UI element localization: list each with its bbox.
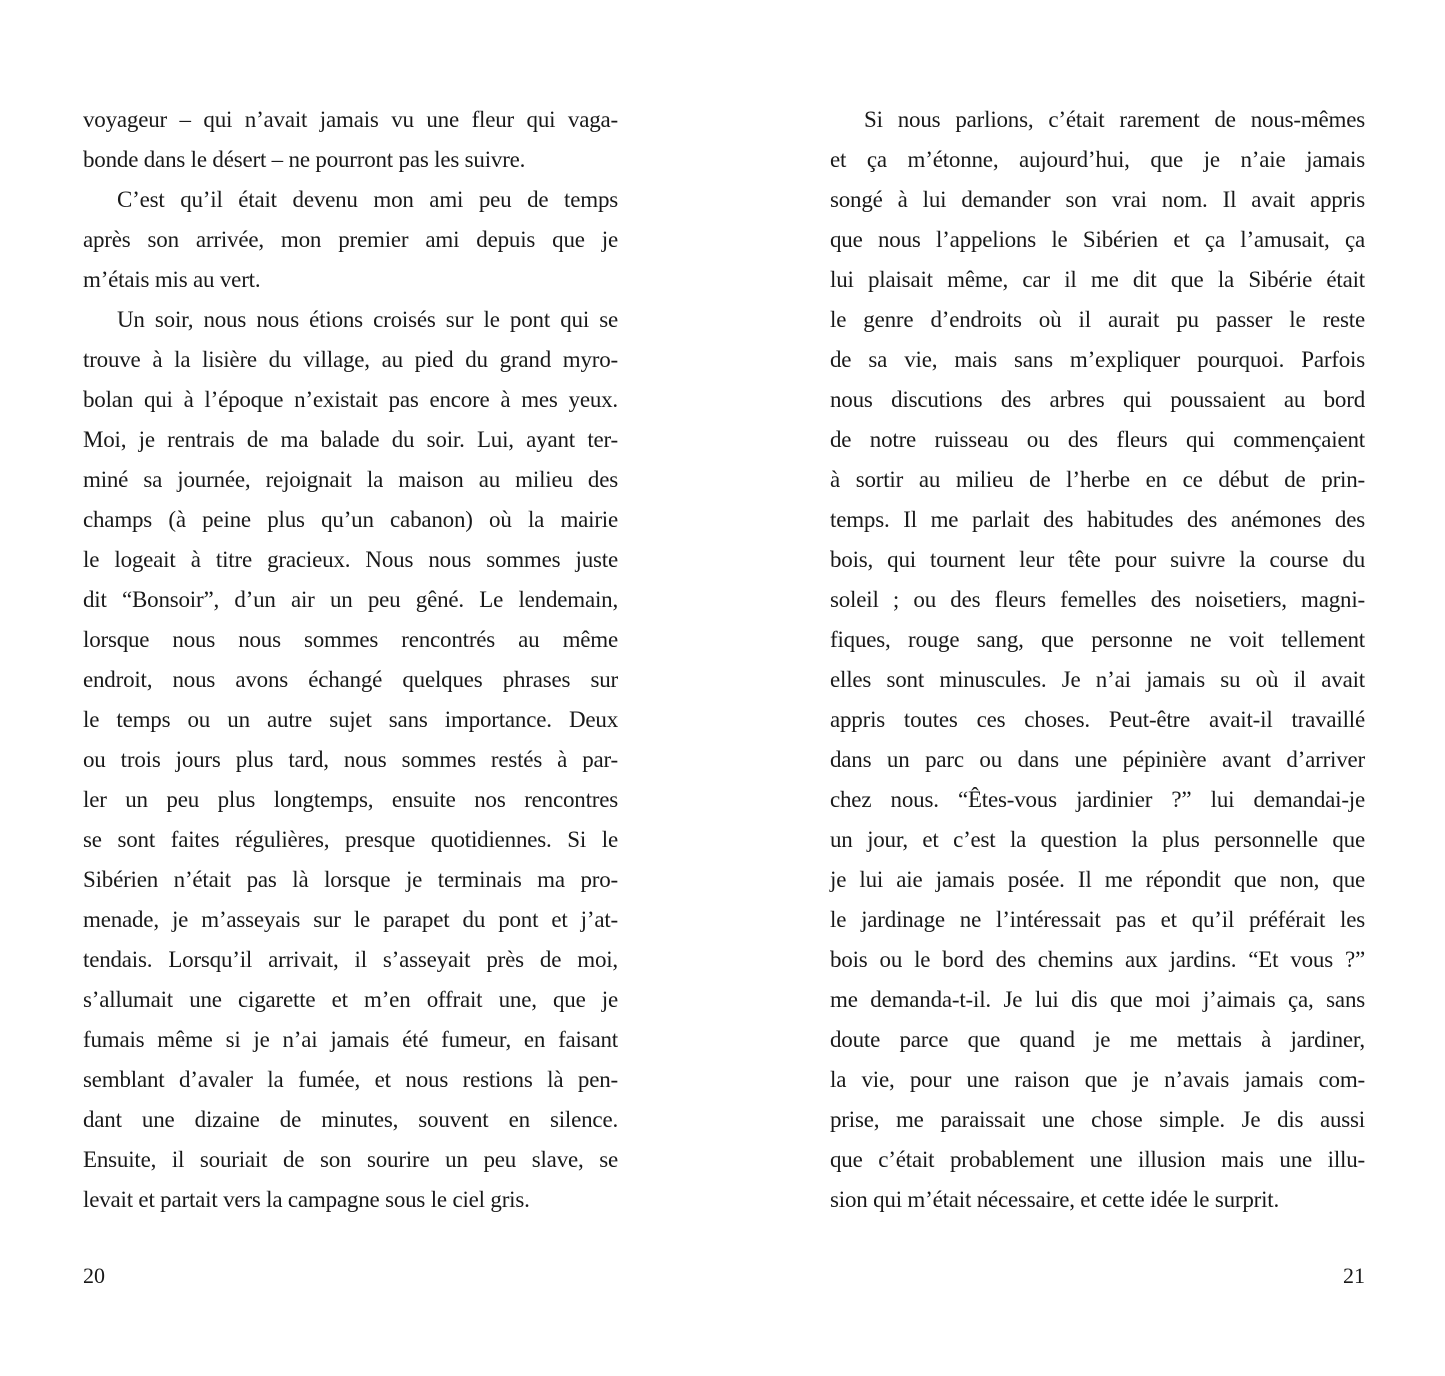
text-line: fiques, rouge sang, que personne ne voit tellement (830, 627, 1365, 652)
text-line: songé à lui demander son vrai nom. Il avait appris (830, 187, 1365, 212)
text-line: tendais. Lorsqu’il arrivait, il s’asseyait près de moi, (83, 947, 618, 972)
text-line: m’étais mis au vert. (83, 267, 261, 292)
text-line: la vie, pour une raison que je n’avais jamais com- (830, 1067, 1365, 1092)
text-line: s’allumait une cigarette et m’en offrait une, que je (83, 987, 618, 1012)
text-line: le temps ou un autre sujet sans importance. Deux (83, 707, 618, 732)
text-line: ler un peu plus longtemps, ensuite nos rencontres (83, 787, 618, 812)
text-line: appris toutes ces choses. Peut-être avait-il travaillé (830, 707, 1365, 732)
text-line: miné sa journée, rejoignait la maison au milieu des (83, 467, 618, 492)
text-line: de sa vie, mais sans m’expliquer pourquoi. Parfois (830, 347, 1365, 372)
text-line: Ensuite, il souriait de son sourire un peu slave, se (83, 1147, 618, 1172)
text-line: bonde dans le désert – ne pourront pas les suivre. (83, 147, 526, 172)
text-line: trouve à la lisière du village, au pied du grand myro- (83, 347, 618, 372)
text-line: le genre d’endroits où il aurait pu passer le reste (830, 307, 1365, 332)
text-line: prise, me paraissait une chose simple. Je dis aussi (830, 1107, 1365, 1132)
text-line: un jour, et c’est la question la plus personnelle que (830, 827, 1365, 852)
text-line: bois, qui tournent leur tête pour suivre la course du (830, 547, 1365, 572)
text-line: lorsque nous nous sommes rencontrés au même (83, 627, 618, 652)
right-page (830, 0, 1365, 1376)
text-line: endroit, nous avons échangé quelques phrases sur (83, 667, 618, 692)
text-line: elles sont minuscules. Je n’ai jamais su où il avait (830, 667, 1365, 692)
text-line: temps. Il me parlait des habitudes des anémones des (830, 507, 1365, 532)
text-line: le jardinage ne l’intéressait pas et qu’il préférait les (830, 907, 1365, 932)
text-line: dit “Bonsoir”, d’un air un peu gêné. Le lendemain, (83, 587, 618, 612)
text-line: sion qui m’était nécessaire, et cette idée le surprit. (830, 1187, 1280, 1212)
text-line: de notre ruisseau ou des fleurs qui commençaient (830, 427, 1365, 452)
text-line: nous discutions des arbres qui poussaient au bord (830, 387, 1365, 412)
text-line: que c’était probablement une illusion mais une illu- (830, 1147, 1365, 1172)
text-line: Sibérien n’était pas là lorsque je terminais ma pro- (83, 867, 618, 892)
page-number-left: 20 (83, 1263, 105, 1288)
text-line: chez nous. “Êtes-vous jardinier ?” lui demandai-je (830, 787, 1365, 812)
text-line: menade, je m’asseyais sur le parapet du pont et j’at- (83, 907, 618, 932)
text-line: champs (à peine plus qu’un cabanon) où la mairie (83, 507, 618, 532)
text-line: C’est qu’il était devenu mon ami peu de temps (117, 187, 618, 212)
page-number-right: 21 (1343, 1263, 1365, 1288)
text-line: semblant d’avaler la fumée, et nous restions là pen- (83, 1067, 618, 1092)
text-line: bolan qui à l’époque n’existait pas encore à mes yeux. (83, 387, 618, 412)
text-line: à sortir au milieu de l’herbe en ce début de prin- (830, 467, 1365, 492)
text-line: Si nous parlions, c’était rarement de nous-mêmes (864, 107, 1365, 132)
text-line: fumais même si je n’ai jamais été fumeur, en faisant (83, 1027, 618, 1052)
text-line: Moi, je rentrais de ma balade du soir. Lui, ayant ter- (83, 427, 618, 452)
right-page-text-block (830, 100, 1365, 1220)
left-page (83, 0, 618, 1376)
text-line: que nous l’appelions le Sibérien et ça l’amusait, ça (830, 227, 1365, 252)
text-line: me demanda-t-il. Je lui dis que moi j’aimais ça, sans (830, 987, 1365, 1012)
text-line: Un soir, nous nous étions croisés sur le pont qui se (117, 307, 618, 332)
text-line: je lui aie jamais posée. Il me répondit que non, que (830, 867, 1365, 892)
text-line: soleil ; ou des fleurs femelles des noisetiers, magni- (830, 587, 1365, 612)
text-line: ou trois jours plus tard, nous sommes restés à par- (83, 747, 618, 772)
text-line: et ça m’étonne, aujourd’hui, que je n’aie jamais (830, 147, 1365, 172)
text-line: le logeait à titre gracieux. Nous nous sommes juste (83, 547, 618, 572)
text-line: levait et partait vers la campagne sous le ciel gris. (83, 1187, 530, 1212)
text-line: lui plaisait même, car il me dit que la Sibérie était (830, 267, 1365, 292)
text-line: dans un parc ou dans une pépinière avant d’arriver (830, 747, 1365, 772)
text-line: doute parce que quand je me mettais à jardiner, (830, 1027, 1365, 1052)
text-line: se sont faites régulières, presque quotidiennes. Si le (83, 827, 618, 852)
left-page-text-block (83, 100, 618, 1220)
text-line: après son arrivée, mon premier ami depuis que je (83, 227, 618, 252)
text-line: dant une dizaine de minutes, souvent en silence. (83, 1107, 618, 1132)
text-line: voyageur – qui n’avait jamais vu une fleur qui vaga- (83, 107, 618, 132)
text-line: bois ou le bord des chemins aux jardins. “Et vous ?” (830, 947, 1365, 972)
